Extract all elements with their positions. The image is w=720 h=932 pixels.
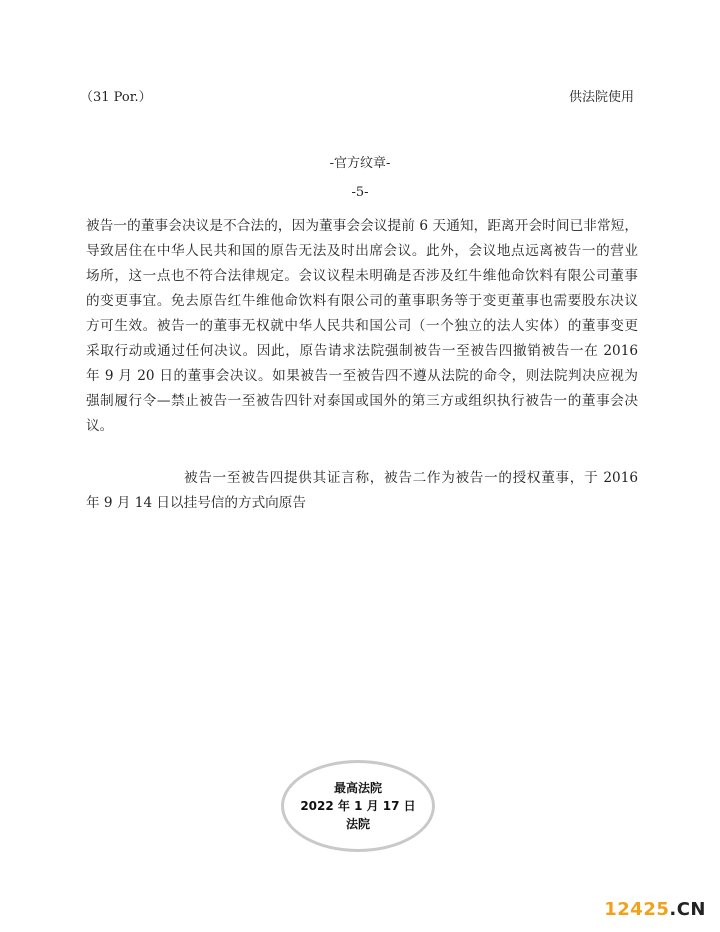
seal-court-label: 法院 — [345, 817, 370, 831]
emblem-label: -官方纹章- — [329, 156, 391, 171]
case-reference: （31 Por.） — [80, 90, 152, 105]
seal-court-name: 最高法院 — [333, 781, 382, 795]
court-seal — [281, 760, 435, 852]
watermark-dot: . — [669, 899, 677, 920]
paragraph-2 — [86, 466, 638, 516]
paragraph-line: 导致居住在中华人民共和国的原告无法及时出席会议。此外，会议地点远离被告一的营业 — [86, 243, 638, 259]
site-watermark — [604, 899, 706, 920]
paragraph-line: 议。 — [86, 418, 114, 434]
paragraph-line: 强制履行令—禁止被告一至被告四针对泰国或国外的第三方或组织执行被告一的董事会决 — [86, 393, 638, 409]
court-use-label: 供法院使用 — [568, 90, 634, 105]
paragraph-line: 被告一的董事会决议是不合法的，因为董事会会议提前 6 天通知，距离开会时间已非常短， — [86, 218, 638, 234]
paragraph-line: 方可生效。被告一的董事无权就中华人民共和国公司（一个独立的法人实体）的董事变更 — [86, 318, 638, 334]
paragraph-line: 年 9 月 14 日以挂号信的方式向原告 — [86, 495, 306, 511]
paragraph-line: 采取行动或通过任何决议。因此，原告请求法院强制被告一至被告四撤销被告一在 2016 — [86, 343, 638, 359]
paragraph-line: 年 9 月 20 日的董事会决议。如果被告一至被告四不遵从法院的命令，则法院判决应视为 — [86, 368, 638, 384]
watermark-number: 12425 — [604, 899, 670, 920]
paragraph-1 — [86, 214, 638, 439]
paragraph-line: 场所，这一点也不符合法律规定。会议议程未明确是否涉及红牛维他命饮料有限公司董事 — [86, 268, 638, 284]
paragraph-line: 被告一至被告四提供其证言称，被告二作为被告一的授权董事，于 2016 — [184, 470, 638, 486]
paragraph-line: 的变更事宜。免去原告红牛维他命饮料有限公司的董事职务等于变更董事也需要股东决议 — [86, 293, 638, 309]
watermark-suffix: CN — [676, 899, 706, 920]
page-number: -5- — [351, 185, 369, 200]
seal-date: 2022 年 1 月 17 日 — [300, 799, 416, 813]
